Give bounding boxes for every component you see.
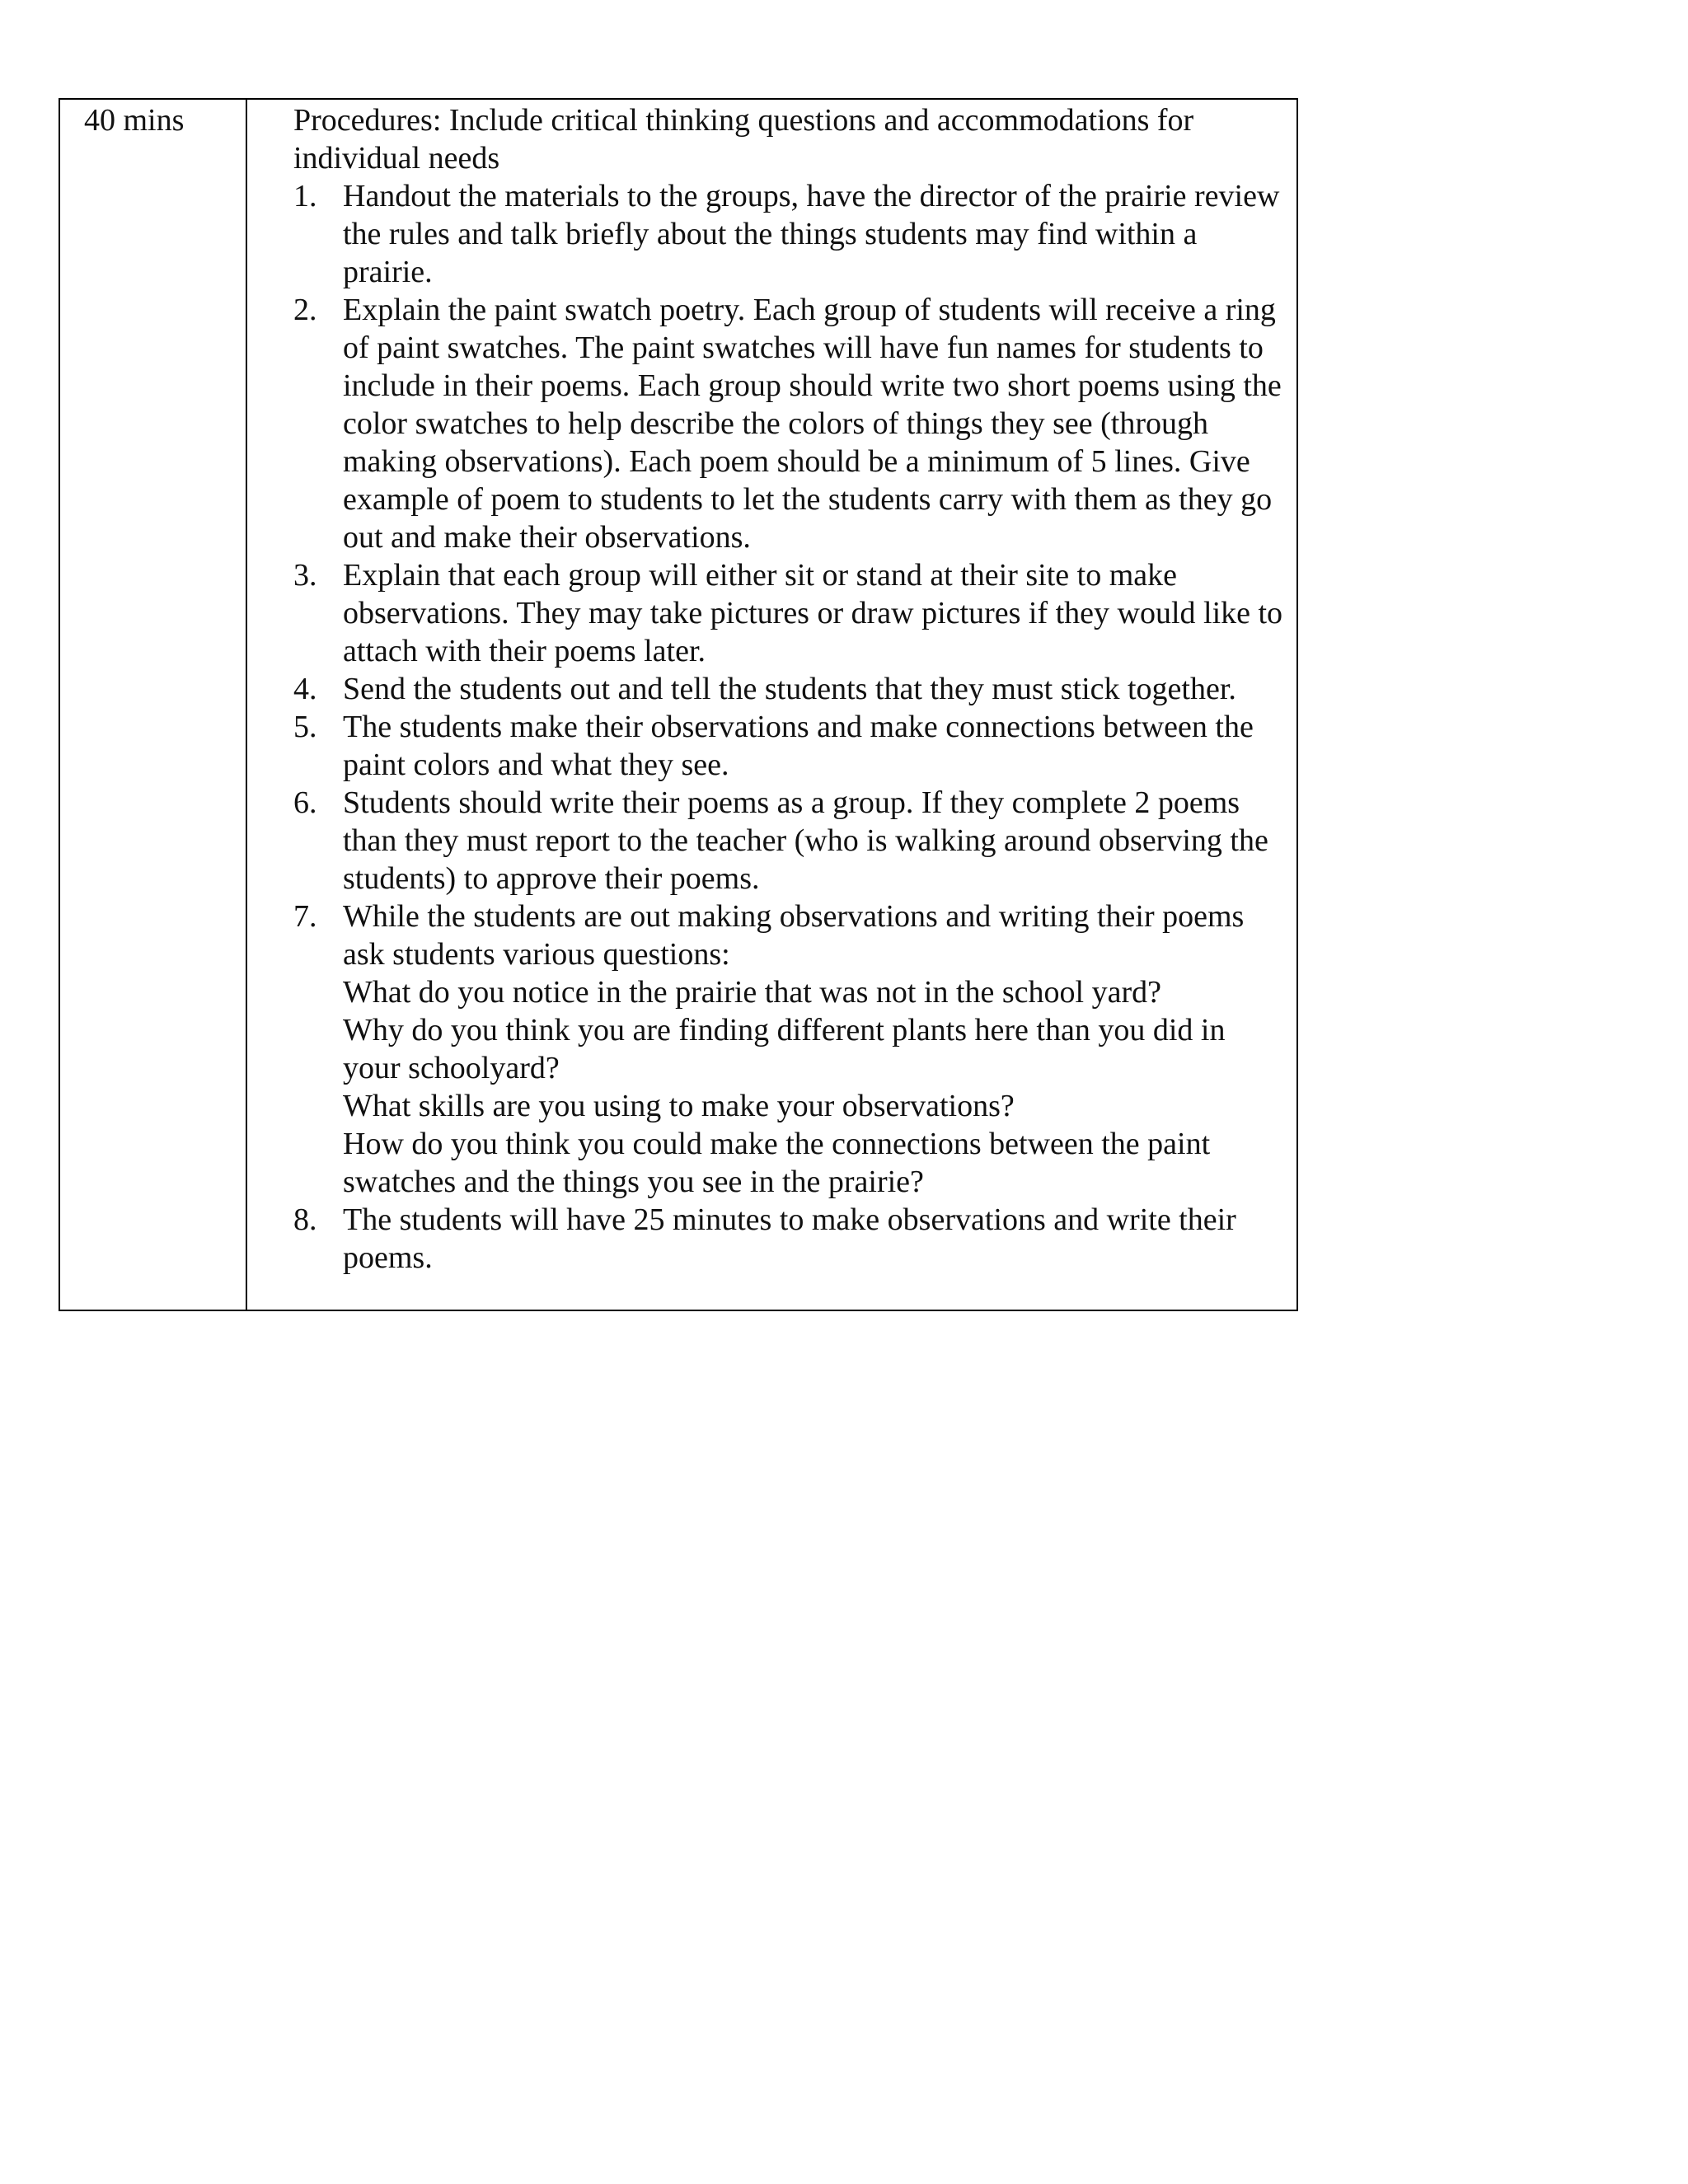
critical-thinking-question: What skills are you using to make your observations? [343,1089,1015,1123]
step-text: Send the students out and tell the students that they must stick together. [343,672,1236,706]
step-number: 4. [293,672,317,706]
procedure-step-5 [293,708,1288,784]
critical-thinking-question: What do you notice in the prairie that was not in the school yard? [343,975,1161,1010]
critical-thinking-question: How do you think you could make the connections between the paint swatches and the things you see in the prairie? [343,1127,1211,1199]
critical-thinking-question: Why do you think you are finding different plants here than you did in your schoolyard? [343,1013,1226,1085]
procedure-step-7 [293,898,1288,1201]
step-number: 1. [293,179,317,213]
step-number: 6. [293,785,317,820]
step-text: While the students are out making observations and writing their poems ask students various questions: [343,899,1245,972]
step-number: 2. [293,293,317,327]
procedure-step-6 [293,784,1288,898]
procedure-step-2 [293,291,1288,556]
step-number: 5. [293,710,317,744]
time-value: 40 mins [84,103,185,138]
procedure-step-1 [293,177,1288,291]
time-cell [60,100,247,1310]
step-number: 3. [293,558,317,593]
step-number: 8. [293,1202,317,1237]
step-text: Handout the materials to the groups, have the director of the prairie review the rules and talk briefly about the things students may find within a prairie. [343,179,1280,289]
procedure-steps [293,177,1288,1277]
procedure-step-8 [293,1201,1288,1277]
step-number: 7. [293,899,317,934]
step-text: The students make their observations and make connections between the paint colors and what they see. [343,710,1254,782]
step-text: The students will have 25 minutes to make observations and write their poems. [343,1202,1236,1275]
procedure-step-4 [293,670,1288,708]
procedures-heading: Procedures: Include critical thinking questions and accommodations for individual needs [293,103,1194,176]
step-text: Explain that each group will either sit or stand at their site to make observations. They may take pictures or draw pictures if they would like to attach with their poems later. [343,558,1283,668]
procedures-cell [247,100,1296,1310]
step-text: Students should write their poems as a group. If they complete 2 poems than they must report to the teacher (who is walking around observing the students) to approve their poems. [343,785,1268,896]
step-text: Explain the paint swatch poetry. Each group of students will receive a ring of paint swatches. The paint swatches will have fun names for students to include in their poems. Each group should write two short poems using the color swatches to help describe the colors of things they see (through making observations). Each poem should be a minimum of 5 lines. Give example of poem to students to let the students carry with them as they go out and make their observations. [343,293,1282,555]
procedure-step-3 [293,556,1288,670]
lesson-plan-table [59,98,1298,1311]
